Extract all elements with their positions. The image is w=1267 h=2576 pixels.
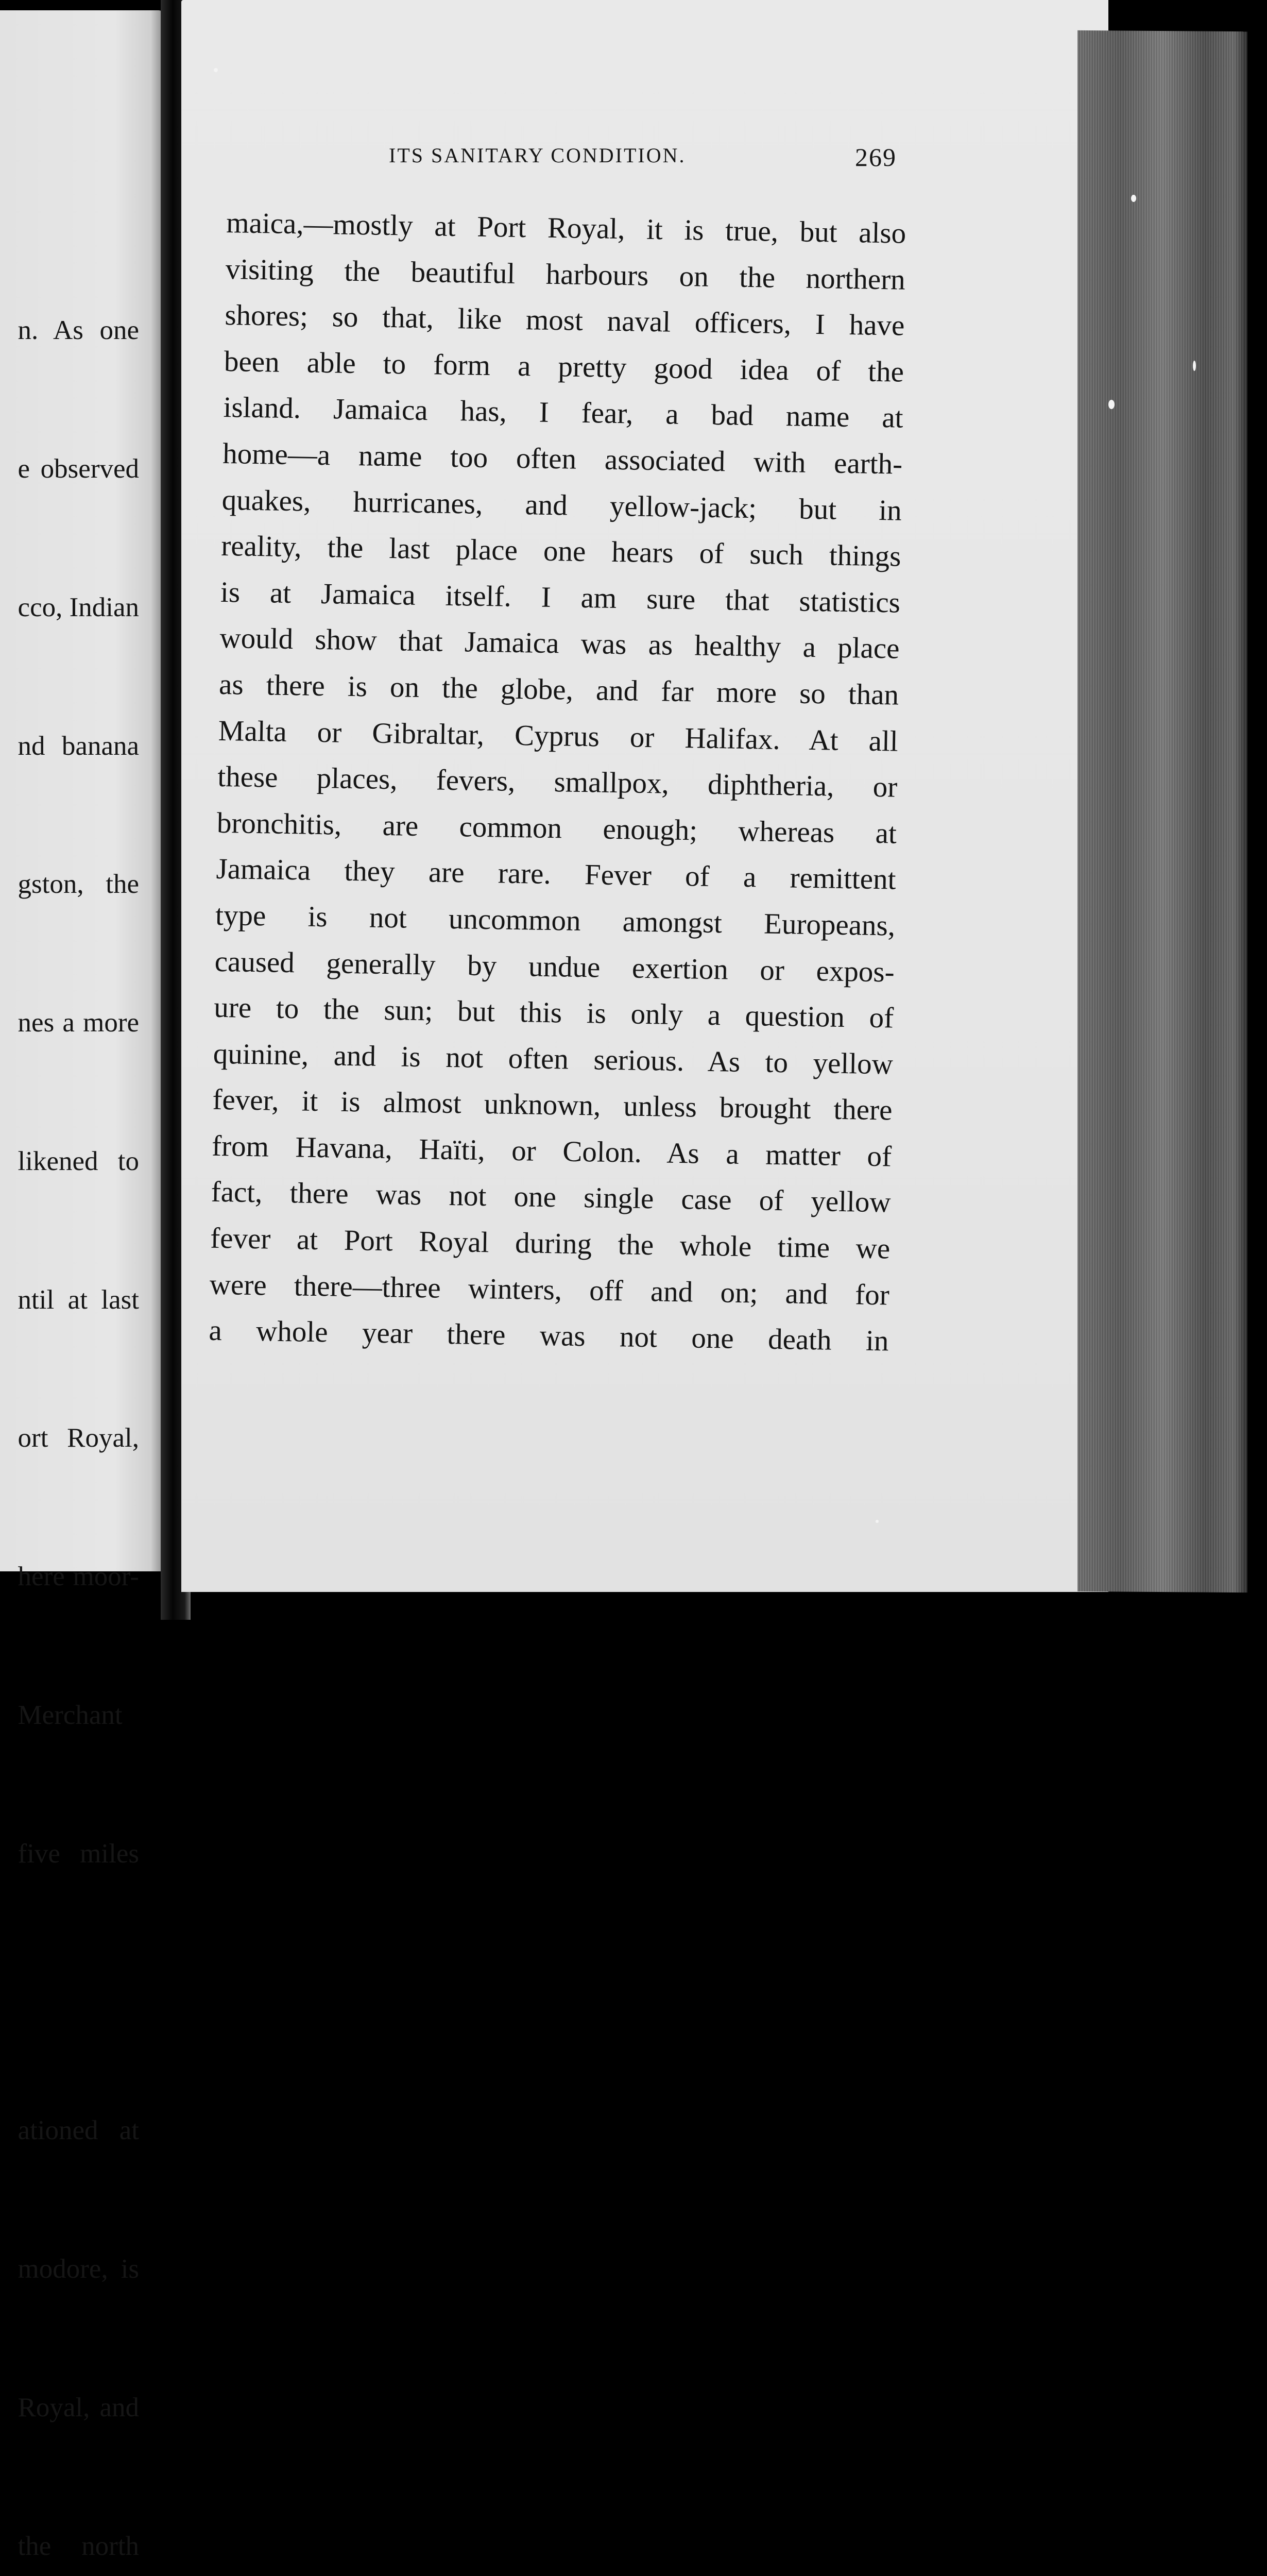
text-line: quinine, and is not often serious. As to yellow — [213, 1037, 894, 1081]
page-number: 269 — [855, 143, 897, 172]
previous-page-line: here moor- — [18, 1562, 139, 1592]
previous-page-line: gston, the — [18, 869, 139, 900]
previous-page-line: ationed at — [18, 2115, 139, 2146]
text-line: from Havana, Haïti, or Colon. As a matter of — [211, 1129, 892, 1173]
scan-speck — [876, 1520, 879, 1523]
previous-page-line: Merchant — [18, 1700, 123, 1730]
previous-page-line: e observed — [18, 453, 139, 484]
text-line: ure to the sun; but this is only a question of — [213, 991, 894, 1035]
page-body-text — [209, 200, 906, 1364]
text-line: is at Jamaica itself. I am sure that statistics — [220, 575, 901, 619]
previous-page-line: five miles — [18, 1838, 139, 1869]
previous-page-line: the north — [18, 2531, 139, 2561]
scan-speck — [1193, 361, 1196, 371]
text-line: fact, there was not one single case of yellow — [211, 1176, 892, 1219]
text-line: these places, fevers, smallpox, diphtheria, or — [217, 760, 898, 804]
text-line: were there—three winters, off and on; and for — [209, 1268, 890, 1312]
previous-page-line: Royal, and — [18, 2392, 139, 2422]
text-line: caused generally by undue exertion or expos- — [214, 945, 895, 989]
text-line: reality, the last place one hears of such things — [220, 530, 901, 573]
paragraph-gap — [18, 1970, 139, 2016]
text-line: shores; so that, like most naval officers, I have — [224, 299, 905, 342]
scan-speck — [214, 68, 218, 72]
page-block-edge — [1077, 30, 1247, 1592]
text-line: would show that Jamaica was as healthy a place — [219, 622, 900, 665]
text-line: been able to form a pretty good idea of the — [224, 345, 904, 388]
text-line: Malta or Gibraltar, Cyprus or Halifax. At all — [218, 714, 899, 758]
previous-page-line: nd banana — [18, 731, 139, 761]
text-line: island. Jamaica has, I fear, a bad name at — [223, 391, 904, 435]
text-line: as there is on the globe, and far more so than — [218, 668, 899, 711]
previous-page-text — [18, 215, 139, 2576]
running-head: ITS SANITARY CONDITION. — [389, 144, 686, 167]
text-line: visiting the beautiful harbours on the northern — [225, 252, 906, 296]
text-line: maica,—mostly at Port Royal, it is true, but also — [226, 206, 906, 250]
scan-speck — [1131, 195, 1136, 202]
text-line: type is not uncommon amongst Europeans, — [215, 899, 896, 942]
previous-page — [0, 10, 164, 2561]
previous-page-line: n. As one — [18, 315, 139, 346]
previous-page-line: likened to — [18, 1146, 139, 1176]
previous-page-line: nes a more — [18, 1008, 139, 1038]
text-line: bronchitis, are common enough; whereas at — [216, 806, 897, 850]
text-line: Jamaica they are rare. Fever of a remittent — [216, 853, 896, 896]
text-line: a whole year there was not one death in — [209, 1314, 889, 1358]
previous-page-line: ort Royal, — [18, 1423, 139, 1453]
text-line: quakes, hurricanes, and yellow-jack; but in — [221, 483, 902, 527]
previous-page-line: ntil at last — [18, 1284, 139, 1315]
previous-page-line: cco, Indian — [18, 592, 139, 622]
text-line: fever at Port Royal during the whole time we — [210, 1222, 891, 1265]
text-line: fever, it is almost unknown, unless brought there — [212, 1083, 893, 1127]
previous-page-line: modore, is — [18, 2254, 139, 2284]
text-line: home—a name too often associated with earth- — [222, 437, 903, 481]
scan-speck — [1108, 400, 1115, 409]
